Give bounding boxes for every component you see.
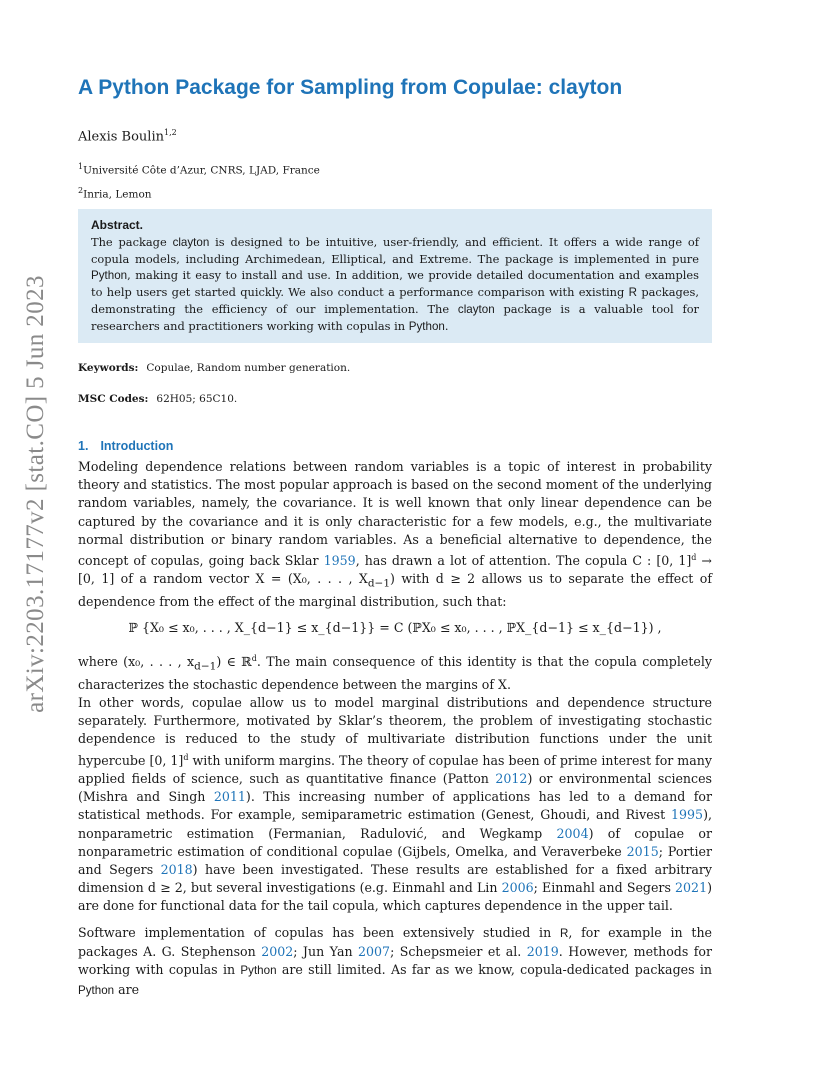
affiliation-2: $^2$Inria, Lemon — [78, 186, 152, 201]
keywords-line: Keywords: Copulae, Random number generation. — [78, 362, 351, 374]
citation-link[interactable]: 2018 — [160, 862, 193, 878]
citation-link[interactable]: 1959 — [323, 553, 356, 569]
author-name: Alexis Boulin — [78, 129, 164, 145]
affiliation-1: $^1$Université Côte d’Azur, CNRS, LJAD, France — [78, 162, 320, 177]
intro-paragraph-4: Software implementation of copulas has been extensively studied in R, for example in the packages A. G. Stephenson 2002; Jun Yan 2007; Schepsmeier et al. 2019. However, methods for working with copulas in Python are still limited. As far as we know, copula-dedicated packages in Python are — [78, 925, 713, 997]
abstract-heading: Abstract. — [91, 218, 144, 232]
citation-link[interactable]: 2012 — [495, 771, 528, 786]
intro-paragraph-3: In other words, copulae allow us to model marginal distributions and dependence structure separately. Furthermore, motivated by Sklar’s theorem, the problem of investigating stochastic dependence is reduced to the study of multivariate distribution functions under the unit hypercube [0, 1]$^d$ with uniform margins. The theory of copulae has been of prime interest for many applied fields of science, such as quantitative finance (Patton 2012) or environmental sciences (Mishra and Singh 2011). This increasing number of applications has led to a demand for statistical methods. For example, semiparametric estimation (Genest, Ghoudi, and Rivest 1995), nonparametric estimation (Fermanian, Radulović, and Wegkamp 2004) of copulae or nonparametric estimation of conditional copulae (Gijbels, Omelka, and Veraverbeke 2015; Portier and Segers 2018) have been investigated. These results are established for a fixed arbitrary dimension d ≥ 2, but several investigations (e.g. Einmahl and Lin 2006; Einmahl and Segers 2021) are done for functional data for the tail copula, which captures dependence in the upper tail. — [78, 695, 713, 914]
section-heading-introduction: 1. Introduction — [78, 439, 174, 453]
author-affiliation-marks: 1,2 — [163, 128, 177, 137]
arxiv-sidebar-stamp — [12, 275, 60, 713]
citation-link[interactable]: 2004 — [556, 825, 589, 841]
citation-link[interactable]: 2007 — [358, 944, 391, 960]
arxiv-identifier: arXiv:2203.17177v2 [stat.CO] 5 Jun 2023 — [22, 275, 50, 713]
citation-link[interactable]: 2019 — [526, 944, 559, 960]
citation-link[interactable]: 2002 — [261, 944, 294, 960]
abstract-text: The package clayton is designed to be intuitive, user-friendly, and efficient. It offers a wide range of copula models, including Archimedean, Elliptical, and Extreme. The package is implemented in pure Python, making it easy to install and use. In addition, we provide detailed documentation and examples to help users get started quickly. We also conduct a performance comparison with existing R packages, demonstrating the efficiency of our implementation. The clayton package is a valuable tool for researchers and practitioners working with copulas in Python. — [91, 235, 700, 334]
intro-paragraph-1: Modeling dependence relations between random variables is a topic of interest in probability theory and statistics. The most popular approach is based on the second moment of the underlying random variables, namely, the covariance. It is well known that only linear dependence can be captured by the covariance and it is only characteristic for a few models, e.g., the multivariate normal distribution or binary random variables. As a beneficial alternative to dependence, the concept of copulas, going back Sklar 1959, has drawn a lot of attention. The copula C : [0, 1]$^d$ → [0, 1] of a random vector X = (X₀, . . . , $X_{d-1}$) with d ≥ 2 allows us to separate the effect of dependence from the effect of the marginal distribution, such that: — [78, 459, 712, 610]
citation-link[interactable]: 1995 — [671, 807, 704, 823]
citation-link[interactable]: 2015 — [626, 843, 659, 859]
msc-codes-line: MSC Codes: 62H05; 65C10. — [78, 393, 238, 405]
citation-link[interactable]: 2021 — [675, 880, 708, 896]
citation-link[interactable]: 2011 — [213, 789, 246, 805]
author-line — [78, 128, 177, 144]
copula-equation: ℙ {X₀ ≤ x₀, . . . , X_{d−1} ≤ x_{d−1}} = C (ℙX₀ ≤ x₀, . . . , ℙX_{d−1} ≤ x_{d−1}) , — [128, 620, 662, 635]
abstract-box — [78, 209, 712, 343]
citation-link[interactable]: 2006 — [501, 880, 534, 896]
intro-paragraph-2: where (x₀, . . . , $x_{d-1}$) ∈ ℝ$^d$. The main consequence of this identity is that the copula completely characterizes the stochastic dependence between the margins of X. — [78, 654, 712, 692]
paper-title: A Python Package for Sampling from Copulae: clayton — [78, 76, 623, 99]
